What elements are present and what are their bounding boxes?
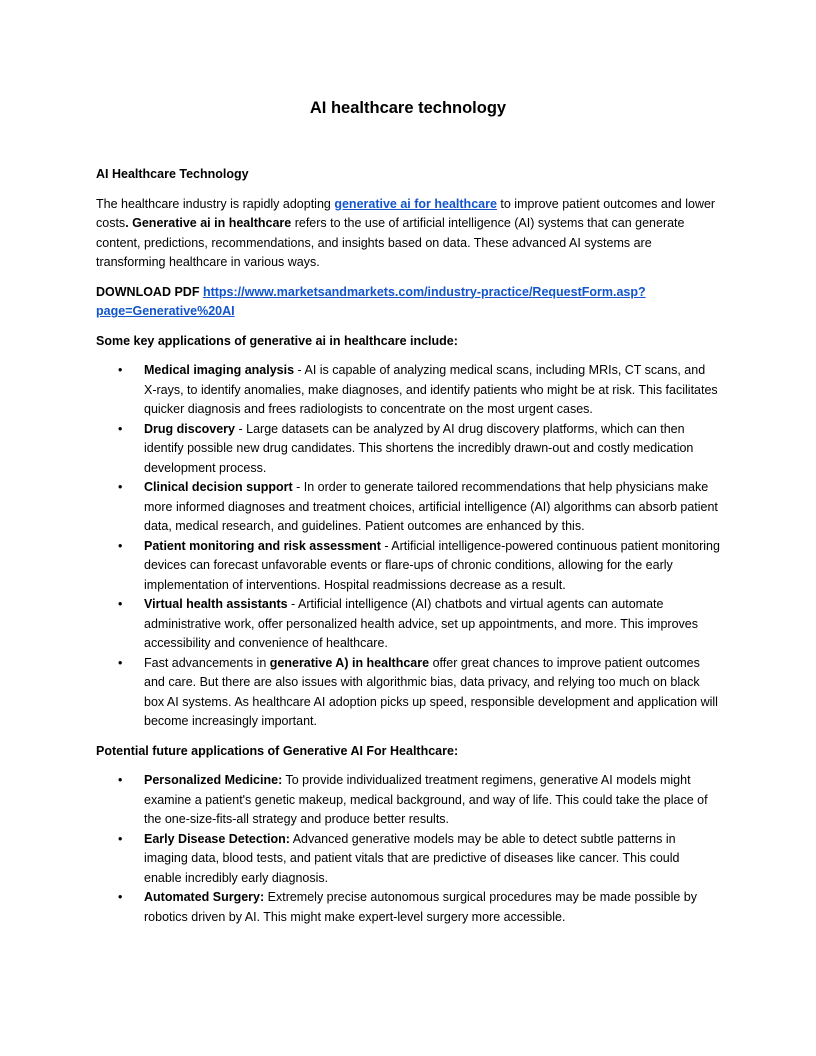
item-text: - Artificial intelligence (AI) chatbots and virtual agents can automate administrative work, offer personalized health advice, set up appointments, and more. This improves accessibility and convenience of healthcare. xyxy=(144,597,698,650)
applications-list xyxy=(96,361,720,732)
list-item xyxy=(96,361,720,420)
item-text: - Artificial intelligence-powered continuous patient monitoring devices can forecast unfavorable events or flare-ups of chronic conditions, allowing for the early implementation of interventions. Hospital readmissions decrease as a result. xyxy=(144,538,720,592)
list-item xyxy=(96,478,720,537)
item-text: Extremely precise autonomous surgical procedures may be made possible by robotics driven by AI. This might make expert-level surgery more accessible. xyxy=(144,890,698,924)
item-term: Early Disease Detection: xyxy=(144,831,290,846)
item-term: Medical imaging analysis xyxy=(144,363,295,377)
bullet-icon: • xyxy=(118,831,123,846)
item-text: To provide individualized treatment regimens, generative AI models might examine a patient's genetic makeup, medical background, and way of life. This could take the place of the one-size-fits-all strategy and produce better results. xyxy=(144,773,708,826)
document-page xyxy=(96,96,720,927)
bullet-icon: • xyxy=(118,480,123,494)
item-text: - In order to generate tailored recommendations that help physicians make more informed diagnoses and treatment choices, artificial intelligence (AI) algorithms can absorb patient data, medical research, and guidelines. Patient outcomes are enhanced by this. xyxy=(144,480,718,533)
bullet-icon: • xyxy=(118,597,123,611)
bullet-icon: • xyxy=(118,363,123,377)
download-label: DOWNLOAD PDF xyxy=(96,284,203,299)
item-term: Drug discovery xyxy=(144,421,236,436)
item-text: Fast advancements in xyxy=(144,655,270,670)
bullet-icon: • xyxy=(118,773,123,787)
list-item xyxy=(96,771,720,830)
intro-heading: AI Healthcare Technology xyxy=(96,167,249,181)
intro-bold-phrase: . Generative ai in healthcare xyxy=(125,216,292,230)
list-item xyxy=(96,595,720,654)
item-term: Virtual health assistants xyxy=(144,597,288,611)
intro-paragraph xyxy=(96,195,720,273)
future-heading: Potential future applications of Generative AI For Healthcare: xyxy=(96,743,459,758)
list-item xyxy=(96,537,720,596)
bullet-icon: • xyxy=(118,421,123,436)
item-term: Automated Surgery: xyxy=(144,890,265,904)
document-title: AI healthcare technology xyxy=(309,99,507,117)
item-term: Clinical decision support xyxy=(144,480,293,494)
item-text: - Large datasets can be analyzed by AI drug discovery platforms, which can then identify possible new drug candidates. This shortens the incredibly drawn-out and costly medication development process. xyxy=(144,421,694,475)
item-term: generative A) in healthcare xyxy=(269,655,430,670)
bullet-icon: • xyxy=(118,538,123,553)
intro-text-2: to improve patient outcomes and lower costs xyxy=(96,196,716,230)
item-text: Advanced generative models may be able to detect subtle patterns in imaging data, blood tests, and patient vitals that are predictive of diseases like cancer. This could enable incredibly early diagnosis. xyxy=(144,831,680,885)
applications-heading: Some key applications of generative ai in healthcare include: xyxy=(96,333,458,348)
bullet-icon: • xyxy=(118,655,123,670)
generative-ai-link[interactable]: generative ai for healthcare xyxy=(334,196,497,211)
list-item xyxy=(96,830,720,889)
list-item xyxy=(96,888,720,927)
item-term: Personalized Medicine: xyxy=(144,773,283,787)
bullet-icon: • xyxy=(118,890,123,904)
list-item xyxy=(96,420,720,479)
download-pdf-link[interactable]: https://www.marketsandmarkets.com/industry-practice/RequestForm.asp?page=Generative%20AI xyxy=(96,284,646,318)
item-term: Patient monitoring and risk assessment xyxy=(144,538,381,553)
intro-text-1: The healthcare industry is rapidly adopting xyxy=(96,196,335,211)
future-list xyxy=(96,771,720,927)
intro-text-3: refers to the use of artificial intelligence (AI) systems that can generate content, predictions, recommendations, and insights based on data. These advanced AI systems are transforming healthcare in various ways. xyxy=(96,216,685,269)
list-item xyxy=(96,654,720,732)
item-text: offer great chances to improve patient outcomes and care. But there are also issues with algorithmic bias, data privacy, and relying too much on black box AI systems. As healthcare AI adoption picks up speed, responsible development and application will become increasingly important. xyxy=(144,655,718,728)
item-text: - AI is capable of analyzing medical scans, including MRIs, CT scans, and X-rays, to identify anomalies, make diagnoses, and identify patients who might be at risk. This facilitates quicker diagnosis and frees radiologists to concentrate on the most urgent cases. xyxy=(144,363,718,416)
download-paragraph xyxy=(96,283,720,322)
